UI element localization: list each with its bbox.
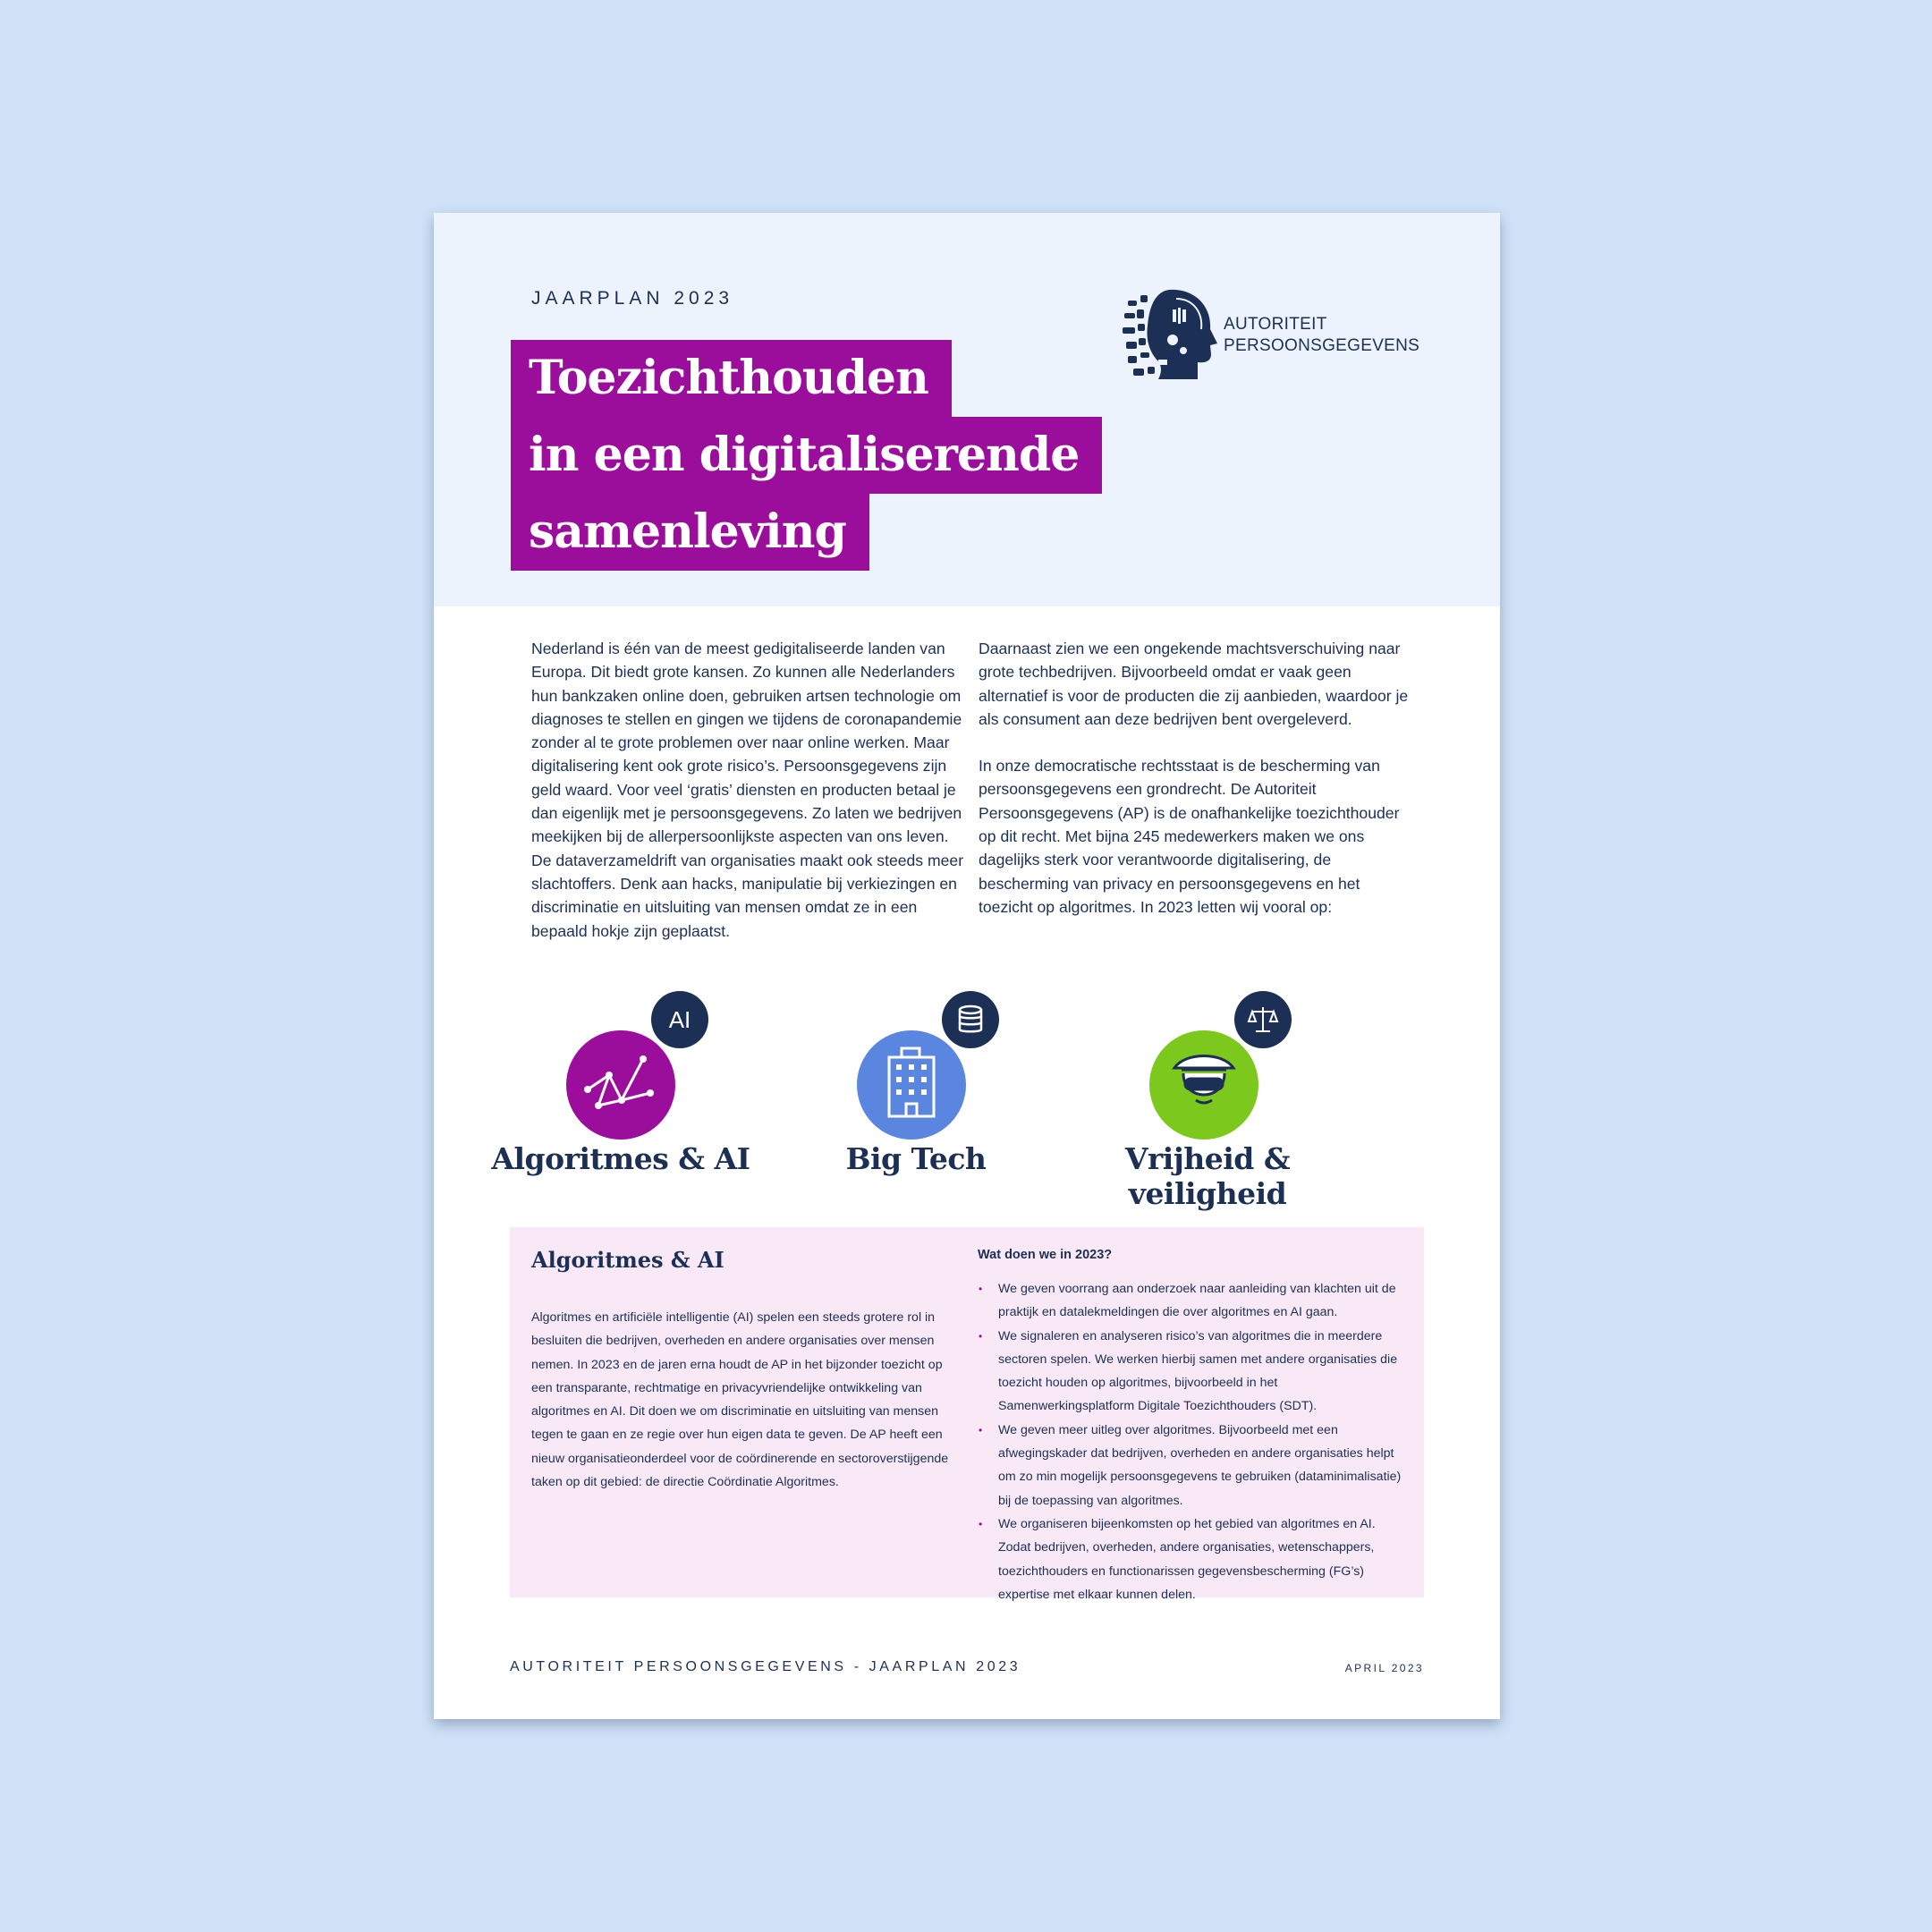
title-line: Toezichthouden: [511, 340, 952, 417]
document-page: [434, 213, 1500, 1719]
logo-text: [1224, 314, 1419, 357]
list-item: • We signaleren en analyseren risico’s van algoritmes die in meerdere sectoren spelen. We werken hierbij samen met andere organisaties die toezicht houden op algoritmes, bijvoorbeeld in het Samenwerkingsplatform Digitale Toezichthouders (SDT).: [978, 1325, 1407, 1419]
database-icon: [942, 991, 999, 1048]
network-graph-icon: [566, 1030, 675, 1140]
building-icon: [857, 1030, 966, 1140]
footer-title: AUTORITEIT PERSOONSGEGEVENS - JAARPLAN 2023: [510, 1659, 1021, 1674]
logo-line: AUTORITEIT: [1224, 315, 1327, 334]
section-subtitle: Wat doen we in 2023?: [978, 1248, 1113, 1262]
topic-algoritmes: [473, 991, 768, 1206]
eyebrow-label: JAARPLAN 2023: [531, 288, 734, 309]
officer-icon: [1149, 1030, 1258, 1140]
topic-label: Big Tech: [845, 1141, 987, 1176]
list-item: • We geven voorrang aan onderzoek naar aanleiding van klachten uit de praktijk en datalekmeldingen die over algoritmes en AI gaan.: [978, 1277, 1407, 1325]
list-item: • We organiseren bijeenkomsten op het gebied van algoritmes en AI. Zodat bedrijven, overheden, andere organisaties, wetenschappers, toezichthouders en functionarissen gegevensbescherming (FG’s) expertise met elkaar kunnen delen.: [978, 1513, 1407, 1606]
scales-icon: [1234, 991, 1292, 1048]
topic-circle: [566, 1030, 675, 1140]
topic-label: Algoritmes & AI: [491, 1141, 750, 1176]
intro-paragraph: Daarnaast zien we een ongekende machtsverschuiving naar grote techbedrijven. Bijvoorbeeld omdat er vaak geen alternatief is voor de producten die zij aanbieden, waardoor je als consument aan deze bedrijven bent overgeleverd.: [979, 640, 1409, 728]
bullet-list: [978, 1277, 1407, 1606]
topic-circle: [857, 1030, 966, 1140]
intro-paragraph: Nederland is één van de meest gedigitaliseerde landen van Europa. Dit biedt grote kansen. Zo kunnen alle Nederlanders hun bankzaken online doen, gebruiken artsen technologie om diagnoses te stellen en gingen we tijdens de coronapandemie zonder al te grote problemen over naar online werken. Maar digitalisering kent ook grote risico’s. Persoonsgegevens zijn geld waard. Voor veel ‘gratis’ diensten en producten betaal je dan eigenlijk met je persoonsgegevens. Zo laten we bedrijven meekijken bij de allerpersoonlijkste aspecten van ons leven. De dataverzameldrift van organisaties maakt ook steeds meer slachtoffers. Denk aan hacks, manipulatie bij verkiezingen en discriminatie en uitsluiting van mensen omdat ze in een bepaald hokje zijn geplaatst.: [531, 640, 964, 940]
intro-column-left: [531, 637, 970, 943]
ai-icon: AI: [651, 991, 708, 1048]
list-item: • We geven meer uitleg over algoritmes. Bijvoorbeeld met een afwegingskader dat bedrijven, overheden en andere organisaties helpt om zo min mogelijk persoonsgegevens te gebruiken (dataminimalisatie) bij de toepassing van algoritmes.: [978, 1419, 1407, 1513]
intro-column-right: [979, 637, 1417, 919]
topic-big-tech: [768, 991, 1063, 1206]
intro-paragraph: In onze democratische rechtsstaat is de bescherming van persoonsgegevens een grondrecht. De Autoriteit Persoonsgegevens (AP) is de onafhankelijke toezichthouder op dit recht. Met bijna 245 medewerkers maken we ons dagelijks sterk voor verantwoorde digitalisering, de bescherming van privacy en persoonsgegevens en het toezicht op algoritmes. In 2023 letten wij vooral op:: [979, 757, 1400, 916]
footer-date: APRIL 2023: [1344, 1662, 1424, 1674]
title-line: in een digitaliserende: [511, 417, 1102, 494]
topics-row: [434, 991, 1500, 1211]
head-profile-icon: [1123, 286, 1221, 385]
document-header: [434, 213, 1500, 606]
algoritmes-section: [510, 1227, 1424, 1602]
page-title: [511, 340, 1102, 571]
title-line: samenleving: [511, 494, 869, 571]
section-body: Algoritmes en artificiële intelligentie (AI) spelen een steeds grotere rol in besluiten die bedrijven, overheden en andere organisaties over mensen nemen. In 2023 en de jaren erna houdt de AP in het bijzonder toezicht op een transparante, rechtmatige en privacyvriendelijke ontwikkeling van algoritmes en AI. Dit doen we om discriminatie en uitsluiting van mensen tegen te gaan en ze regie over hun eigen data te geven. De AP heeft een nieuw organisatieonderdeel voor de coördinerende en sectoroverstijgende taken op dit gebied: de directie Coördinatie Algoritmes.: [531, 1310, 949, 1490]
topic-circle: [1149, 1030, 1258, 1140]
ap-logo: [1123, 286, 1418, 385]
topic-label: Vrijheid & veiligheid: [1124, 1141, 1291, 1211]
logo-line: PERSOONSGEGEVENS: [1224, 336, 1420, 355]
section-title: Algoritmes & AI: [531, 1247, 724, 1273]
topic-vrijheid: [1060, 991, 1355, 1211]
